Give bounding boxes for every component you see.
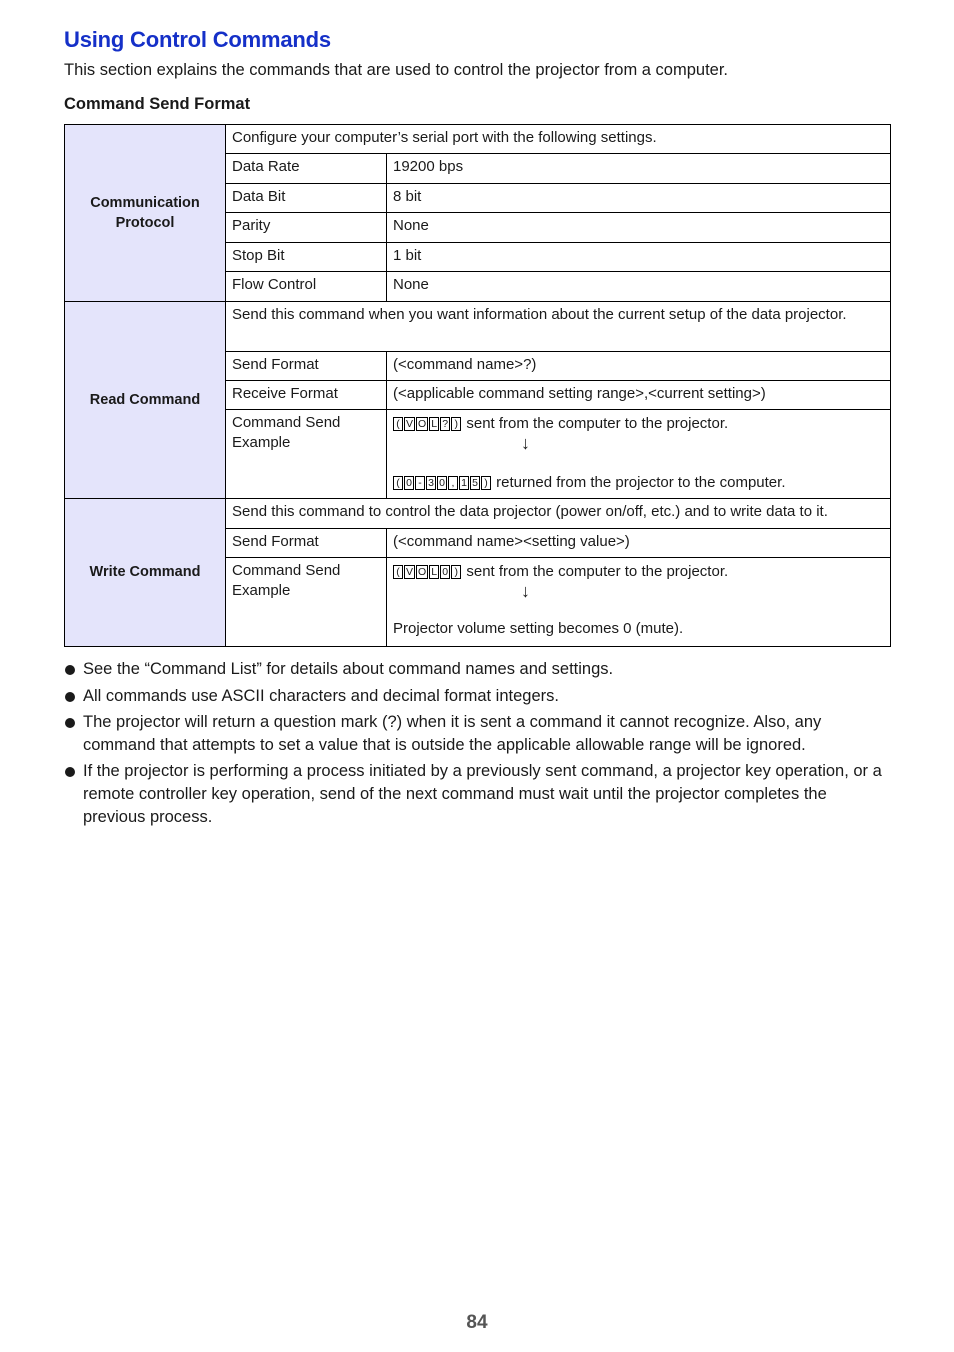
bullet-icon	[65, 665, 75, 675]
key-sequence	[393, 472, 492, 492]
read-command-label: Read Command	[65, 302, 226, 499]
list-item: All commands use ASCII characters and decimal format integers.	[64, 685, 884, 708]
write-send-format-key: Send Format	[226, 529, 387, 558]
read-description: Send this command when you want information about the current setup of the data projector.	[226, 302, 891, 352]
key-cap: O	[418, 418, 427, 430]
setting-key: Stop Bit	[226, 243, 387, 272]
bullet-icon	[65, 767, 75, 777]
sent-text: sent from the computer to the projector.	[466, 415, 729, 432]
write-command-label: Write Command	[65, 499, 226, 647]
down-arrow-icon: ↓	[521, 433, 530, 453]
read-example-value	[387, 410, 891, 499]
key-cap: )	[481, 476, 491, 490]
key-cap: (	[393, 476, 403, 490]
returned-text: returned from the projector to the computer.	[496, 474, 786, 491]
read-send-format-key: Send Format	[226, 352, 387, 381]
write-description: Send this command to control the data projector (power on/off, etc.) and to write data to it.	[226, 499, 891, 529]
bullet-icon	[65, 718, 75, 728]
write-example-result: Projector volume setting becomes 0 (mute).	[393, 620, 684, 637]
key-cap: )	[451, 417, 461, 431]
key-cap: L	[429, 565, 439, 579]
key-cap: ?	[440, 417, 450, 431]
write-example-sent-line	[393, 561, 884, 582]
page-number: 84	[466, 1312, 488, 1333]
setting-key: Data Rate	[226, 154, 387, 184]
key-cap: 5	[470, 476, 480, 490]
communication-protocol-label: Communication Protocol	[65, 125, 226, 302]
write-send-format-value: (<command name><setting value>)	[387, 529, 891, 558]
section-heading: Command Send Format	[64, 95, 251, 113]
list-item: The projector will return a question mark (?) when it is sent a command it cannot recognize. Also, any command that attempts to set a value that is outside the applicable allowable range will be ignored.	[64, 711, 884, 756]
key-cap: L	[429, 417, 439, 431]
setting-value: None	[387, 213, 891, 243]
write-example-key: Command Send Example	[226, 558, 387, 647]
bullet-icon	[65, 692, 75, 702]
setting-key: Flow Control	[226, 272, 387, 302]
key-sequence	[393, 413, 462, 433]
key-sequence	[393, 561, 462, 581]
key-cap: (	[393, 565, 403, 579]
read-example-key: Command Send Example	[226, 410, 387, 499]
read-example-returned-line	[393, 472, 884, 493]
notes-list	[64, 658, 884, 832]
list-item: If the projector is performing a process initiated by a previously sent command, a projector key operation, or a remote controller key operation, send of the next command must wait until the projector completes the previous process.	[64, 760, 884, 828]
command-format-table	[64, 124, 891, 647]
sent-text: sent from the computer to the projector.	[466, 563, 729, 580]
key-cap: O	[418, 566, 427, 578]
intro-paragraph: This section explains the commands that are used to control the projector from a computer.	[64, 61, 728, 79]
write-example-value	[387, 558, 891, 647]
key-cap: V	[406, 418, 414, 430]
key-cap: 3	[426, 476, 436, 490]
key-cap: ,	[448, 476, 458, 490]
key-cap: 0	[440, 565, 450, 579]
list-item: See the “Command List” for details about command names and settings.	[64, 658, 884, 681]
communication-description: Configure your computer’s serial port with the following settings.	[226, 125, 891, 154]
setting-key: Parity	[226, 213, 387, 243]
read-example-sent-line	[393, 413, 884, 434]
key-cap: )	[451, 565, 461, 579]
setting-value: 8 bit	[387, 184, 891, 213]
setting-key: Data Bit	[226, 184, 387, 213]
setting-value: 19200 bps	[387, 154, 891, 184]
page-title: Using Control Commands	[64, 27, 331, 52]
read-receive-format-key: Receive Format	[226, 381, 387, 410]
key-cap: -	[415, 476, 425, 490]
key-cap: 0	[437, 476, 447, 490]
key-cap: (	[393, 417, 403, 431]
setting-value: None	[387, 272, 891, 302]
key-cap: 1	[459, 476, 469, 490]
read-receive-format-value: (<applicable command setting range>,<current setting>)	[387, 381, 891, 410]
down-arrow-icon: ↓	[521, 581, 530, 601]
setting-value: 1 bit	[387, 243, 891, 272]
key-cap: V	[406, 566, 414, 578]
read-send-format-value: (<command name>?)	[387, 352, 891, 381]
key-cap: 0	[404, 476, 414, 490]
